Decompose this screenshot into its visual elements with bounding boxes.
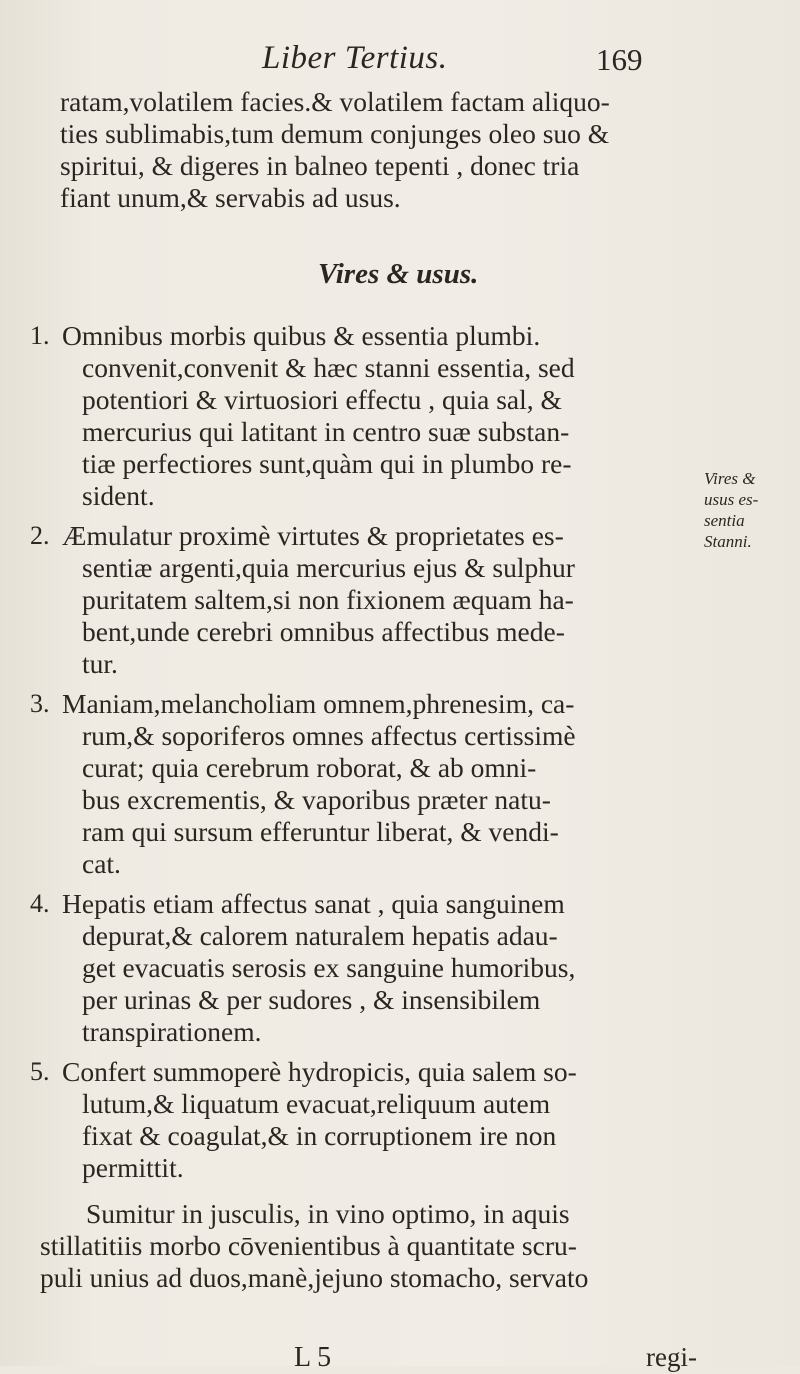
text-line: depurat,& calorem naturalem hepatis adau- — [82, 920, 558, 951]
text-line: spiritui, & digeres in balneo tepenti , donec tria — [60, 150, 580, 181]
text-line: permittit. — [82, 1152, 184, 1183]
page-number: 169 — [596, 42, 643, 77]
text-line: Confert summoperè hydropicis, quia salem so- — [62, 1056, 577, 1087]
text-line: ram qui sursum efferuntur liberat, & vendi- — [82, 816, 559, 847]
text-line: bent,unde cerebri omnibus affectibus mede- — [82, 616, 565, 647]
text-line: tur. — [82, 648, 118, 679]
text-line: Æmulatur proximè virtutes & proprietates es- — [62, 520, 564, 551]
text-line: rum,& soporiferos omnes affectus certissimè — [82, 720, 576, 751]
running-title: Liber Tertius. — [262, 40, 448, 76]
text-line: convenit,convenit & hæc stanni essentia, sed — [82, 352, 575, 383]
section-heading: Vires & usus. — [318, 258, 479, 290]
marginal-line: usus es- — [704, 490, 759, 509]
text-line: sident. — [82, 480, 155, 511]
marginal-line: Stanni. — [704, 532, 752, 551]
text-line: Hepatis etiam affectus sanat , quia sanguinem — [62, 888, 565, 919]
marginal-note — [704, 468, 794, 552]
item-number: 2. — [30, 521, 50, 550]
text-line: fixat & coagulat,& in corruptionem ire non — [82, 1120, 557, 1151]
text-line: ties sublimabis,tum demum conjunges oleo suo & — [60, 118, 610, 149]
text-line: potentiori & virtuosiori effectu , quia sal, & — [82, 384, 562, 415]
text-line: per urinas & per sudores , & insensibilem — [82, 984, 541, 1015]
text-line: cat. — [82, 848, 121, 879]
catchword: regi- — [646, 1342, 697, 1372]
text-line: mercurius qui latitant in centro suæ substan- — [82, 416, 570, 447]
item-number: 1. — [30, 321, 50, 350]
item-number: 5. — [30, 1057, 50, 1086]
signature-mark: L 5 — [294, 1342, 332, 1373]
text-line: lutum,& liquatum evacuat,reliquum autem — [82, 1088, 551, 1119]
text-line: transpirationem. — [82, 1016, 262, 1047]
text-line: sentiæ argenti,quia mercurius ejus & sulphur — [82, 552, 575, 583]
text-line: tiæ perfectiores sunt,quàm qui in plumbo re- — [82, 448, 572, 479]
text-line: Maniam,melancholiam omnem,phrenesim, ca- — [62, 688, 575, 719]
text-line: curat; quia cerebrum roborat, & ab omni- — [82, 752, 537, 783]
text-line: puli unius ad duos,manè,jejuno stomacho, servato — [40, 1262, 589, 1293]
marginal-line: sentia — [704, 511, 745, 530]
marginal-line: Vires & — [704, 469, 756, 488]
item-number: 3. — [30, 689, 50, 718]
text-line: Omnibus morbis quibus & essentia plumbi. — [62, 320, 541, 351]
text-line: fiant unum,& servabis ad usus. — [60, 182, 401, 213]
page-header — [0, 40, 800, 80]
text-line: puritatem saltem,si non fixionem æquam ha- — [82, 584, 574, 615]
text-line: Sumitur in jusculis, in vino optimo, in aquis — [86, 1198, 570, 1229]
text-line: get evacuatis serosis ex sanguine humoribus, — [82, 952, 576, 983]
item-number: 4. — [30, 889, 50, 918]
text-line: ratam,volatilem facies.& volatilem factam aliquo- — [60, 86, 610, 117]
text-line: bus excrementis, & vaporibus præter natu- — [82, 784, 551, 815]
text-line: stillatitiis morbo cōvenientibus à quantitate scru- — [40, 1230, 577, 1261]
